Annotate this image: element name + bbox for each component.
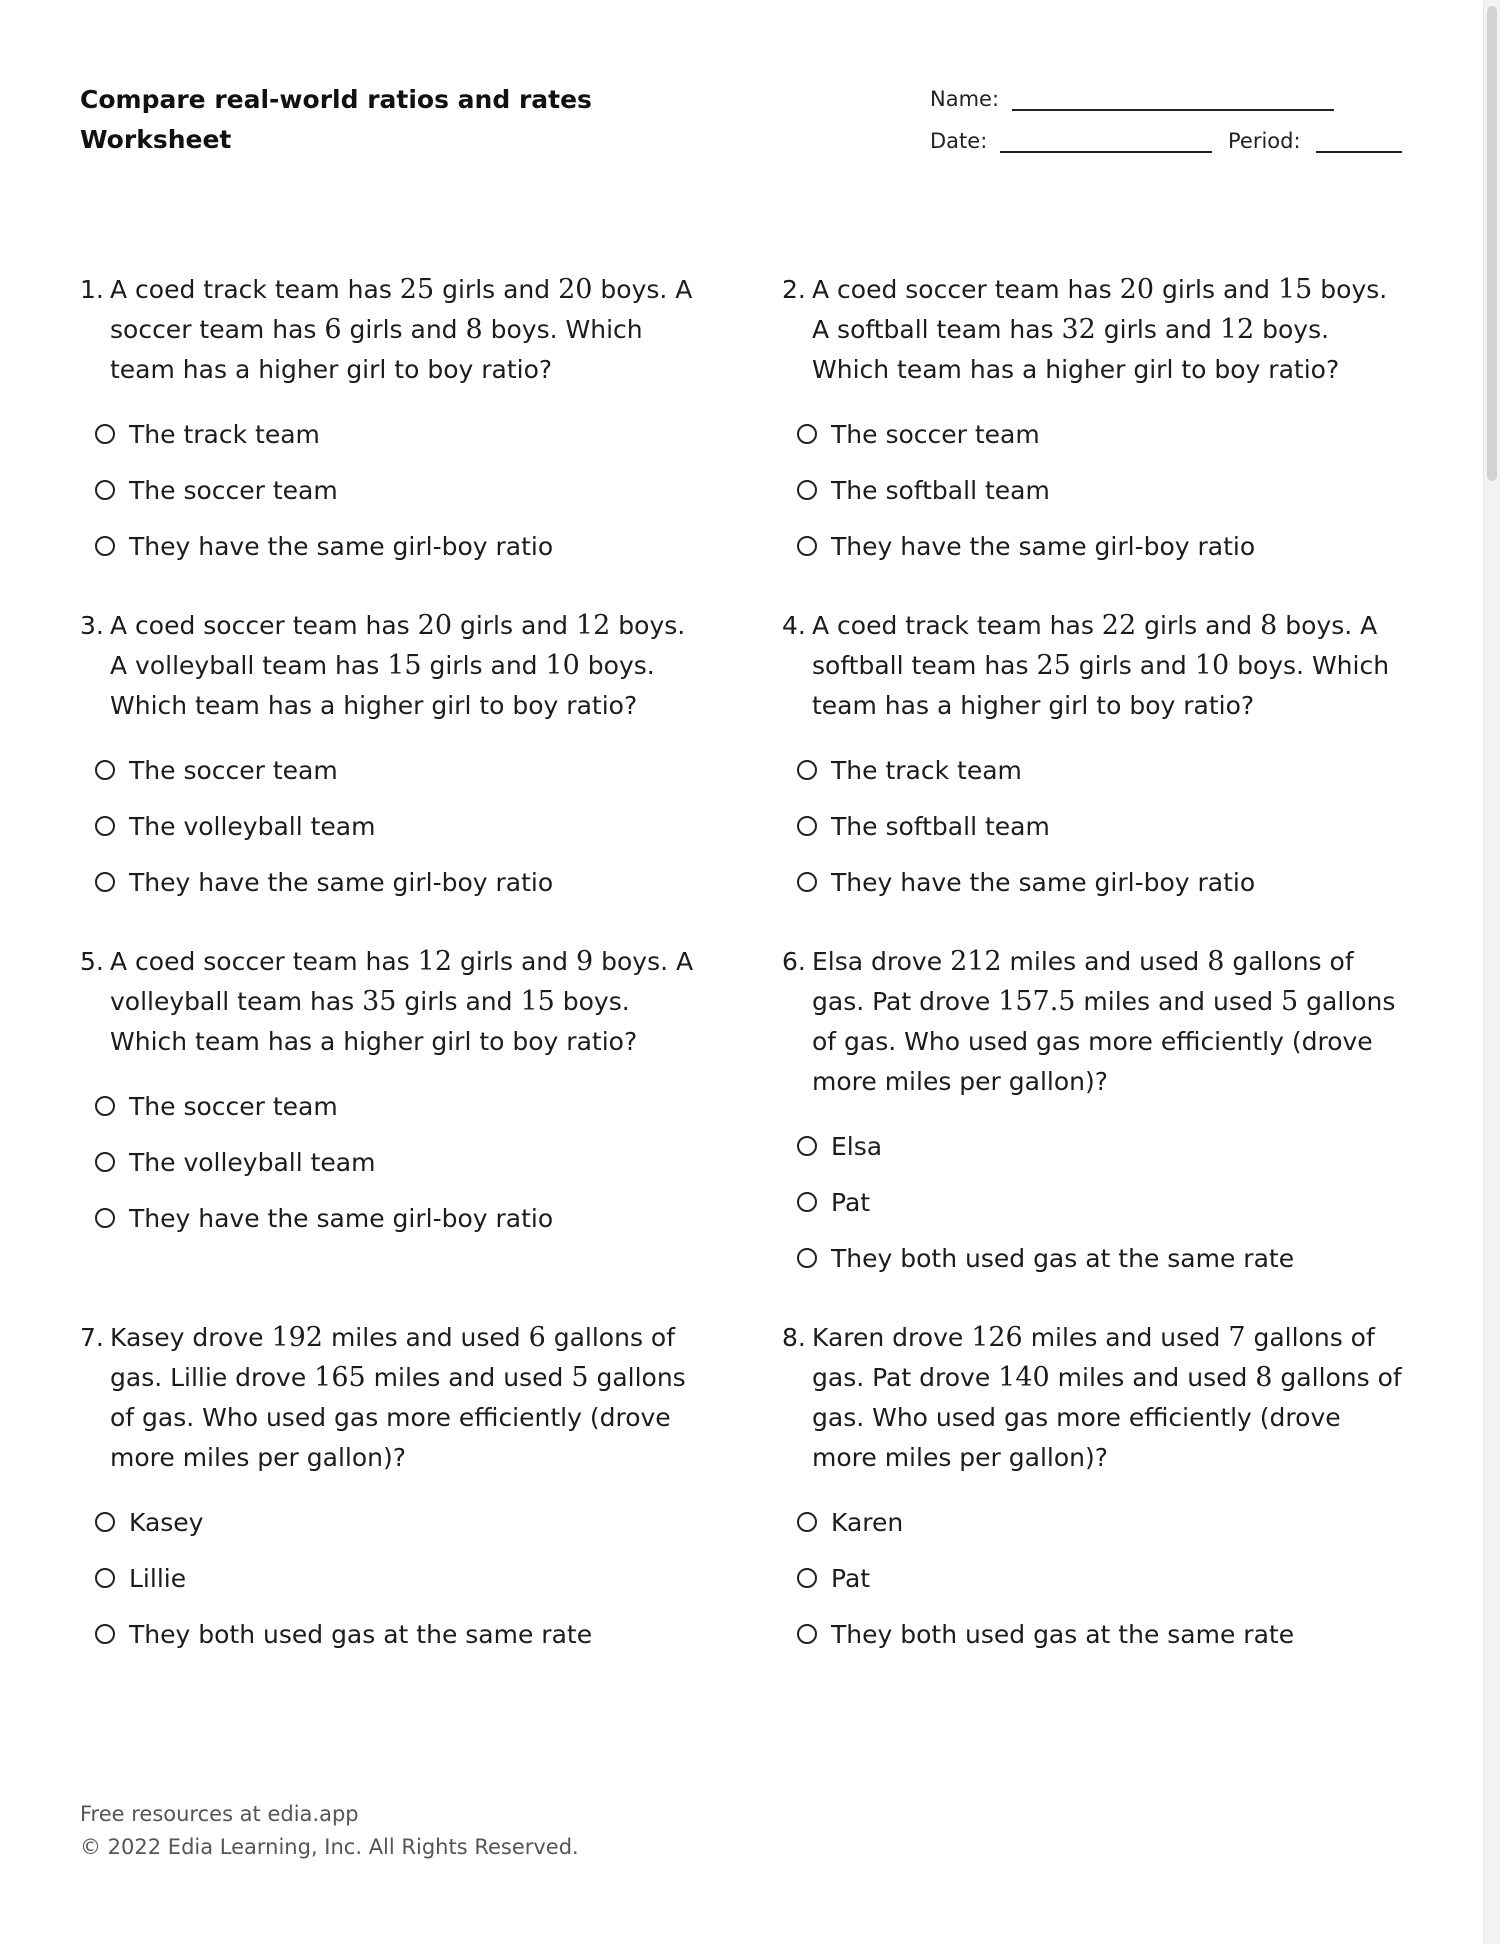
answer-options (782, 1494, 1402, 1662)
question-quantity: 7 (1228, 1322, 1246, 1353)
question-quantity: 140 (998, 1362, 1050, 1393)
answer-option-label: The soccer team (129, 1091, 338, 1121)
question-number: 7. (80, 1323, 104, 1352)
question-text-segment: girls and (1136, 611, 1261, 640)
answer-option[interactable] (80, 462, 700, 518)
question-text-segment: girls and (421, 651, 546, 680)
question-quantity: 8 (1260, 610, 1278, 641)
question-text-segment: boys. A volleyball team has (110, 611, 686, 680)
radio-button-icon[interactable] (797, 1624, 817, 1644)
footer (80, 1798, 579, 1864)
question-text-segment: A coed soccer team has (812, 275, 1120, 304)
question-number: 6. (782, 947, 806, 976)
answer-option[interactable] (782, 1494, 1402, 1550)
question-1 (80, 270, 700, 574)
question-number: 5. (80, 947, 104, 976)
question-text-segment: gallons of gas. Who used gas more efficiently (drove more miles per gallon)? (812, 987, 1396, 1096)
question-text-segment: boys. Which team has a higher girl to boy ratio? (110, 987, 638, 1056)
answer-options (80, 742, 700, 910)
question-quantity: 15 (520, 986, 555, 1017)
footer-resources: Free resources at edia.app (80, 1802, 359, 1826)
question-text-segment: boys. Which team has a higher girl to boy ratio? (110, 651, 655, 720)
answer-option[interactable] (782, 1118, 1402, 1174)
radio-button-icon[interactable] (95, 816, 115, 836)
answer-option-label: Pat (831, 1563, 871, 1593)
vertical-scrollbar[interactable] (1483, 0, 1500, 1944)
question-text-segment: Karen drove (812, 1323, 972, 1352)
question-text-segment: A coed track team has (110, 275, 400, 304)
question-text (80, 606, 700, 726)
question-number: 2. (782, 275, 806, 304)
radio-button-icon[interactable] (95, 1512, 115, 1532)
answer-option-label: The soccer team (129, 755, 338, 785)
question-quantity: 32 (1061, 314, 1096, 345)
question-text-segment: gallons of gas. Who used gas more efficiently (drove more miles per gallon)? (110, 1363, 686, 1472)
date-field[interactable] (1000, 151, 1212, 153)
answer-option-label: They have the same girl-boy ratio (129, 867, 554, 897)
question-quantity: 15 (387, 650, 422, 681)
question-quantity: 12 (575, 610, 611, 641)
question-text (80, 1318, 700, 1478)
question-quantity: 157.5 (998, 986, 1076, 1017)
question-text-segment: miles and used (1001, 947, 1208, 976)
worksheet-subtitle: Worksheet (80, 125, 232, 154)
radio-button-icon[interactable] (95, 480, 115, 500)
answer-option[interactable] (80, 798, 700, 854)
worksheet-title-block (80, 80, 592, 160)
question-quantity: 8 (1255, 1362, 1273, 1393)
question-text-segment: Kasey drove (110, 1323, 272, 1352)
question-text-segment: A coed soccer team has (110, 947, 418, 976)
question-text-segment: A coed track team has (812, 611, 1102, 640)
question-quantity: 25 (399, 274, 435, 305)
question-text-segment: boys. Which team has a higher girl to boy ratio? (110, 315, 643, 384)
answer-option-label: The soccer team (831, 419, 1040, 449)
question-text (782, 942, 1402, 1102)
answer-option-label: The track team (129, 419, 320, 449)
question-text (80, 942, 700, 1062)
radio-button-icon[interactable] (797, 1248, 817, 1268)
answer-option[interactable] (80, 1606, 700, 1662)
answer-options (782, 742, 1402, 910)
radio-button-icon[interactable] (797, 760, 817, 780)
radio-button-icon[interactable] (95, 1568, 115, 1588)
answer-option[interactable] (80, 1550, 700, 1606)
question-quantity: 9 (575, 946, 594, 977)
answer-option[interactable] (782, 406, 1402, 462)
question-text-segment: girls and (1070, 651, 1195, 680)
answer-option[interactable] (80, 854, 700, 910)
question-quantity: 212 (950, 946, 1002, 977)
question-3 (80, 606, 700, 910)
question-quantity: 20 (1119, 274, 1155, 305)
scrollbar-thumb[interactable] (1487, 6, 1497, 481)
radio-button-icon[interactable] (797, 1136, 817, 1156)
answer-option[interactable] (782, 854, 1402, 910)
radio-button-icon[interactable] (797, 1512, 817, 1532)
question-quantity: 12 (1219, 314, 1255, 345)
answer-option-label: Kasey (129, 1507, 204, 1537)
answer-option-label: They have the same girl-boy ratio (129, 1203, 554, 1233)
question-text-segment: boys. A softball team has (812, 611, 1378, 680)
radio-button-icon[interactable] (95, 1208, 115, 1228)
answer-options (80, 406, 700, 574)
answer-option[interactable] (782, 798, 1402, 854)
question-quantity: 15 (1277, 274, 1313, 305)
question-quantity: 8 (1207, 946, 1225, 977)
question-quantity: 25 (1036, 650, 1071, 681)
question-text (782, 606, 1402, 726)
question-quantity: 20 (417, 610, 453, 641)
footer-copyright: © 2022 Edia Learning, Inc. All Rights Reserved. (80, 1835, 579, 1859)
question-5 (80, 942, 700, 1246)
answer-option[interactable] (782, 1174, 1402, 1230)
radio-button-icon[interactable] (95, 536, 115, 556)
question-text-segment: miles and used (1049, 1363, 1256, 1392)
answer-option[interactable] (80, 1190, 700, 1246)
question-text-segment: miles and used (323, 1323, 529, 1352)
question-text-segment: girls and (452, 947, 576, 976)
radio-button-icon[interactable] (95, 424, 115, 444)
answer-option[interactable] (80, 518, 700, 574)
answer-option[interactable] (80, 1494, 700, 1550)
answer-option[interactable] (80, 742, 700, 798)
question-text-segment: girls and (434, 275, 559, 304)
question-number: 4. (782, 611, 806, 640)
question-text-segment: girls and (1095, 315, 1220, 344)
radio-button-icon[interactable] (95, 1624, 115, 1644)
question-2 (782, 270, 1402, 574)
question-quantity: 6 (528, 1322, 546, 1353)
question-text-segment: girls and (1154, 275, 1278, 304)
question-8 (782, 1318, 1402, 1662)
answer-option[interactable] (80, 406, 700, 462)
answer-option[interactable] (782, 1550, 1402, 1606)
question-text-segment: gallons of gas. Lillie drove (110, 1323, 676, 1392)
answer-option[interactable] (80, 1078, 700, 1134)
question-text-segment: girls and (452, 611, 576, 640)
answer-option-label: They both used gas at the same rate (831, 1243, 1295, 1273)
radio-button-icon[interactable] (95, 1152, 115, 1172)
question-quantity: 5 (1281, 986, 1299, 1017)
period-label: Period: (1228, 129, 1301, 153)
answer-option-label: They both used gas at the same rate (129, 1619, 593, 1649)
worksheet-title: Compare real-world ratios and rates (80, 85, 592, 114)
question-text-segment: miles and used (1075, 987, 1282, 1016)
question-quantity: 20 (558, 274, 593, 305)
answer-options (80, 1494, 700, 1662)
radio-button-icon[interactable] (797, 480, 817, 500)
answer-option-label: Elsa (831, 1131, 883, 1161)
question-quantity: 22 (1101, 610, 1137, 641)
answer-option-label: Lillie (129, 1563, 187, 1593)
question-quantity: 126 (971, 1322, 1023, 1353)
name-label: Name: (930, 87, 1000, 111)
question-text-segment: miles and used (365, 1363, 572, 1392)
question-text-segment: gallons of gas. Who used gas more efficiently (drove more miles per gallon)? (812, 1363, 1402, 1472)
question-text-segment: A coed soccer team has (110, 611, 418, 640)
answer-option-label: They have the same girl-boy ratio (831, 867, 1256, 897)
answer-option-label: The soccer team (129, 475, 338, 505)
answer-option-label: Karen (831, 1507, 904, 1537)
date-label: Date: (930, 129, 988, 153)
radio-button-icon[interactable] (797, 1192, 817, 1212)
question-text-segment: girls and (396, 987, 521, 1016)
answer-option[interactable] (782, 742, 1402, 798)
question-quantity: 10 (1194, 650, 1230, 681)
radio-button-icon[interactable] (95, 872, 115, 892)
answer-option[interactable] (782, 1606, 1402, 1662)
answer-option-label: They both used gas at the same rate (831, 1619, 1295, 1649)
answer-option-label: The volleyball team (129, 811, 376, 841)
question-number: 1. (80, 275, 104, 304)
answer-option-label: Pat (831, 1187, 871, 1217)
answer-options (80, 1078, 700, 1246)
radio-button-icon[interactable] (797, 424, 817, 444)
question-text-segment: Elsa drove (812, 947, 951, 976)
question-quantity: 165 (314, 1362, 366, 1393)
answer-options (782, 1118, 1402, 1286)
question-text-segment: miles and used (1022, 1323, 1229, 1352)
answer-option-label: The softball team (831, 811, 1050, 841)
answer-option-label: The track team (831, 755, 1022, 785)
radio-button-icon[interactable] (797, 872, 817, 892)
period-field[interactable] (1316, 151, 1402, 153)
question-text (782, 1318, 1402, 1478)
question-quantity: 6 (324, 314, 342, 345)
question-7 (80, 1318, 700, 1662)
question-4 (782, 606, 1402, 910)
answer-option-label: They have the same girl-boy ratio (831, 531, 1256, 561)
question-text-segment: boys. Which team has a higher girl to boy ratio? (812, 651, 1390, 720)
question-quantity: 10 (545, 650, 580, 681)
question-number: 8. (782, 1323, 806, 1352)
radio-button-icon[interactable] (95, 760, 115, 780)
radio-button-icon[interactable] (797, 1568, 817, 1588)
question-text-segment: gallons of gas. Pat drove (812, 947, 1354, 1016)
answer-option[interactable] (782, 462, 1402, 518)
question-text (782, 270, 1402, 390)
answer-options (782, 406, 1402, 574)
question-quantity: 8 (465, 314, 483, 345)
question-quantity: 12 (417, 946, 453, 977)
radio-button-icon[interactable] (797, 536, 817, 556)
question-quantity: 35 (362, 986, 397, 1017)
radio-button-icon[interactable] (797, 816, 817, 836)
answer-option[interactable] (782, 518, 1402, 574)
question-text-segment: gallons of gas. Pat drove (812, 1323, 1375, 1392)
question-text-segment: boys. A softball team has (812, 275, 1388, 344)
question-text-segment: boys. Which team has a higher girl to boy ratio? (812, 315, 1340, 384)
question-text-segment: boys. A soccer team has (110, 275, 693, 344)
answer-option[interactable] (80, 1134, 700, 1190)
question-quantity: 192 (271, 1322, 323, 1353)
question-6 (782, 942, 1402, 1286)
radio-button-icon[interactable] (95, 1096, 115, 1116)
question-number: 3. (80, 611, 104, 640)
question-text-segment: girls and (341, 315, 466, 344)
question-text-segment: boys. A volleyball team has (110, 947, 694, 1016)
answer-option[interactable] (782, 1230, 1402, 1286)
answer-option-label: They have the same girl-boy ratio (129, 531, 554, 561)
answer-option-label: The volleyball team (129, 1147, 376, 1177)
name-field[interactable] (1012, 109, 1334, 111)
question-quantity: 5 (571, 1362, 589, 1393)
answer-option-label: The softball team (831, 475, 1050, 505)
question-text (80, 270, 700, 390)
